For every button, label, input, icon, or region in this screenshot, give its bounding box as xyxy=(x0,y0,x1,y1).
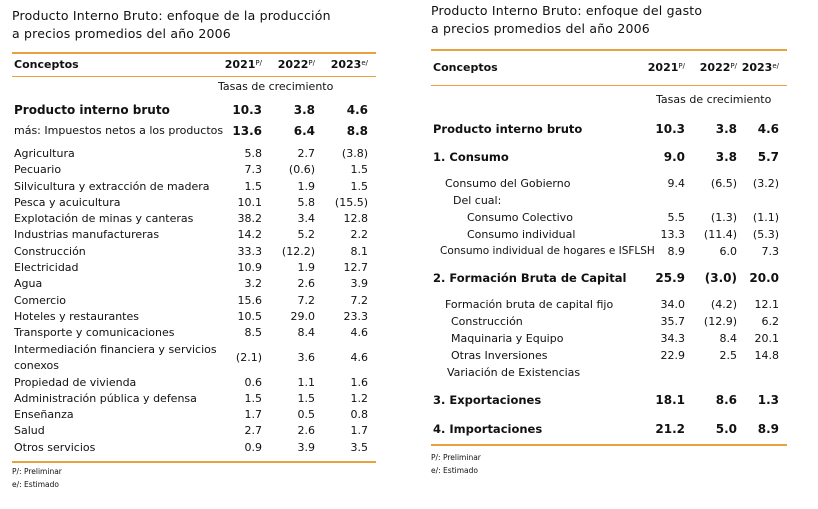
table-row: 1. Consumo 9.0 3.8 5.7 xyxy=(433,150,779,164)
production-rows xyxy=(12,146,376,456)
header-row xyxy=(431,51,787,85)
growth-rate-subheader: Tasas de crecimiento xyxy=(218,80,334,93)
growth-rate-subheader: Tasas de crecimiento xyxy=(656,93,772,106)
table-row: Intermediación financiera y servicios conexos (2.1) 3.6 4.6 xyxy=(14,342,368,372)
table-row: Salud 2.7 2.6 1.7 xyxy=(14,424,368,438)
year-2023-header: $2023^{e/}$ xyxy=(741,61,779,74)
table-row: Electricidad 10.9 1.9 12.7 xyxy=(14,261,368,275)
footnote-estimated: e/: Estimado xyxy=(12,480,59,490)
year-2021-header: $2021^{P/}$ xyxy=(224,58,262,71)
table-row: más: Impuestos netos a los productos 13.6 6.4 8.8 xyxy=(14,124,368,138)
footnote-preliminary: P/: Preliminar xyxy=(431,453,481,462)
table-row: Otras Inversiones 22.9 2.5 14.8 xyxy=(451,349,779,362)
production-title-line1: Producto Interno Bruto: enfoque de la producción xyxy=(12,8,331,23)
year-2022-header: $2022^{P/}$ xyxy=(699,61,737,74)
table-row: Construcción 35.7 (12.9) 6.2 xyxy=(451,315,779,328)
table-row: Del cual: xyxy=(453,194,502,207)
table-row: 4. Importaciones 21.2 5.0 8.9 xyxy=(433,422,779,436)
expenditure-title-line1: Producto Interno Bruto: enfoque del gasto xyxy=(431,3,703,18)
expenditure-title xyxy=(431,2,787,49)
growth-rate-subheader-row xyxy=(12,77,376,97)
production-table-panel xyxy=(12,7,376,491)
expenditure-table-panel xyxy=(431,2,787,477)
table-row: Pecuario 7.3 (0.6) 1.5 xyxy=(14,163,368,177)
concepts-header: Conceptos xyxy=(14,58,79,71)
header-row xyxy=(12,54,376,76)
year-2023-header: $2023^{e/}$ xyxy=(330,58,368,71)
footnote-preliminary: P/: Preliminar xyxy=(12,467,62,477)
table-row: Agricultura 5.8 2.7 (3.8) xyxy=(14,147,368,160)
table-row: Enseñanza 1.7 0.5 0.8 xyxy=(14,408,368,422)
table-row: Agua 3.2 2.6 3.9 xyxy=(14,277,368,291)
table-row: Pesca y acuicultura 10.1 5.8 (15.5) xyxy=(14,195,368,209)
table-row: Administración pública y defensa 1.5 1.5 1.2 xyxy=(14,391,368,405)
table-row: Consumo Colectivo 5.5 (1.3) (1.1) xyxy=(467,211,779,224)
table-row: Propiedad de vivienda 0.6 1.1 1.6 xyxy=(14,375,368,389)
table-row: Producto interno bruto 10.3 3.8 4.6 xyxy=(14,103,368,117)
year-2021-header: $2021^{P/}$ xyxy=(647,61,685,74)
table-row: Otros servicios 0.9 3.9 3.5 xyxy=(14,440,368,454)
table-row: Consumo individual 13.3 (11.4) (5.3) xyxy=(467,228,779,241)
table-row: Producto interno bruto 10.3 3.8 4.6 xyxy=(433,122,779,136)
table-row: Industrias manufactureras 14.2 5.2 2.2 xyxy=(14,228,368,242)
table-row: Silvicultura y extracción de madera 1.5 1.9 1.5 xyxy=(14,179,368,193)
table-row: Comercio 15.6 7.2 7.2 xyxy=(14,293,368,307)
table-row: Maquinaria y Equipo 34.3 8.4 20.1 xyxy=(451,332,779,345)
production-title-line2: a precios promedios del año 2006 xyxy=(12,26,231,41)
table-row: Explotación de minas y canteras 38.2 3.4 12.8 xyxy=(14,212,368,226)
table-row: Construcción 33.3 (12.2) 8.1 xyxy=(14,244,368,258)
table-row: Formación bruta de capital fijo 34.0 (4.2) 12.1 xyxy=(445,298,779,311)
footnote-estimated: e/: Estimado xyxy=(431,466,478,475)
table-row: Hoteles y restaurantes 10.5 29.0 23.3 xyxy=(14,309,368,323)
table-row: Variación de Existencias xyxy=(447,366,581,379)
growth-rate-subheader-row xyxy=(431,86,787,114)
table-row: 3. Exportaciones 18.1 8.6 1.3 xyxy=(433,393,779,407)
table-row: Consumo individual de hogares e ISFLSH 8.9 6.0 7.3 xyxy=(440,245,779,258)
table-row: Consumo del Gobierno 9.4 (6.5) (3.2) xyxy=(445,177,779,190)
year-2022-header: $2022^{P/}$ xyxy=(277,58,315,71)
concepts-header: Conceptos xyxy=(433,61,498,74)
expenditure-title-line2: a precios promedios del año 2006 xyxy=(431,21,650,36)
table-row: 2. Formación Bruta de Capital 25.9 (3.0) 20.0 xyxy=(433,271,779,285)
table-row: Transporte y comunicaciones 8.5 8.4 4.6 xyxy=(14,326,368,340)
production-title xyxy=(12,7,376,52)
